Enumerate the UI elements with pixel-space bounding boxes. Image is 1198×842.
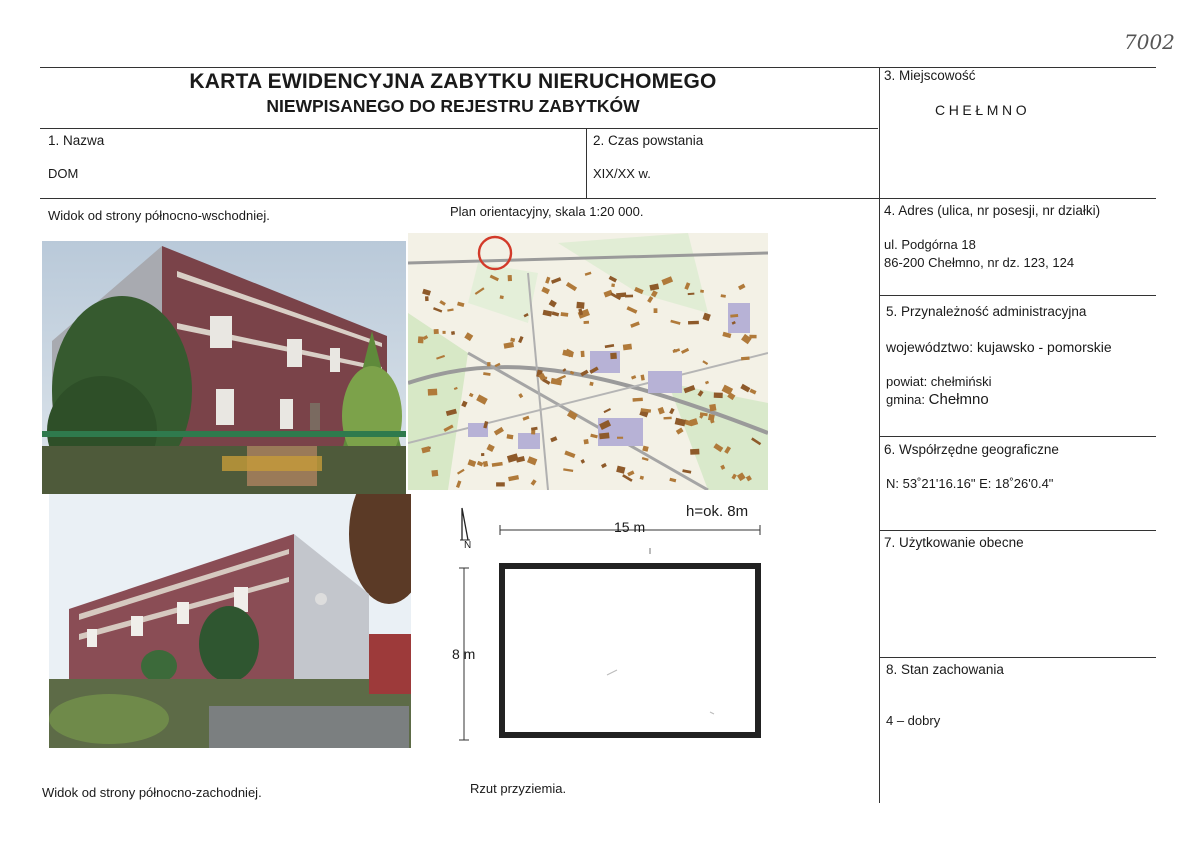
scale-bar-segment [647,732,662,738]
field-value-powiat: powiat: chełmiński [886,374,992,389]
photo-north-east-view [42,241,406,494]
floor-plan [412,490,774,744]
scale-bar [502,732,749,738]
field-value-adres-line1: ul. Podgórna 18 [884,237,976,252]
rule-right-5 [879,295,1156,296]
field-label-adres: 4. Adres (ulica, nr posesji, nr działki) [884,203,1101,218]
field-label-czas: 2. Czas powstania [593,133,704,148]
field-label-stan: 8. Stan zachowania [886,662,1004,677]
scale-bar-segment [589,732,604,738]
handwritten-number: 7002 [1124,30,1175,54]
width-label: 15 m [614,519,646,535]
gmina-prefix: gmina: [886,392,929,407]
rule-under-title [40,128,878,129]
north-arrow-icon [462,508,468,540]
rule-right-7 [879,530,1156,531]
card-title: KARTA EWIDENCYJNA ZABYTKU NIERUCHOMEGO [189,70,717,93]
field-value-adres-line2: 86-200 Chełmno, nr dz. 123, 124 [884,255,1075,270]
rule-under-name [40,198,1156,199]
rule-right-8 [879,657,1156,658]
gmina-name: Chełmno [928,391,989,408]
scale-bar-segment [734,732,749,738]
building-outline [502,566,758,735]
field-value-gmina [886,391,989,408]
field-label-miejscowosc: 3. Miejscowość [884,68,976,83]
orientation-map [408,233,768,490]
field-label-nazwa: 1. Nazwa [48,133,105,148]
scale-bar-segment [618,732,633,738]
field-value-wojewodztwo: województwo: kujawsko - pomorskie [886,339,1112,355]
scale-bar-segment [705,732,720,738]
field-label-uzytkowanie: 7. Użytkowanie obecne [884,535,1024,550]
photo-north-west-view [49,494,411,748]
field-value-czas: XIX/XX w. [593,166,651,181]
field-label-przynaleznosc: 5. Przynależność administracyjna [886,304,1087,319]
rule-name-time-divider [586,128,587,198]
scale-bar-segment [502,732,517,738]
field-value-nazwa: DOM [48,166,79,181]
caption-plan: Plan orientacyjny, skala 1:20 000. [450,204,644,219]
location-marker-circle [479,237,511,269]
caption-rzut: Rzut przyziemia. [470,781,567,796]
scale-bar-segment [531,732,546,738]
north-label: N [464,540,472,551]
depth-label: 8 m [452,646,476,662]
field-value-wspolrzedne: N: 53˚21'16.16" E: 18˚26'0.4" [886,476,1054,491]
caption-view-ne: Widok od strony północno-wschodniej. [48,208,270,223]
right-column-divider [879,67,880,803]
scale-bar-segment [676,732,691,738]
height-label: h=ok. 8m [686,503,749,520]
field-value-miejscowosc: CHEŁMNO [935,102,1031,118]
rule-right-6 [879,436,1156,437]
scale-bar-segment [560,732,575,738]
field-label-wspolrzedne: 6. Współrzędne geograficzne [884,442,1059,457]
caption-view-nw: Widok od strony północno-zachodniej. [42,785,262,800]
top-rule [40,67,1156,68]
field-value-stan: 4 – dobry [886,713,941,728]
card-subtitle: NIEWPISANEGO DO REJESTRU ZABYTKÓW [266,96,640,116]
